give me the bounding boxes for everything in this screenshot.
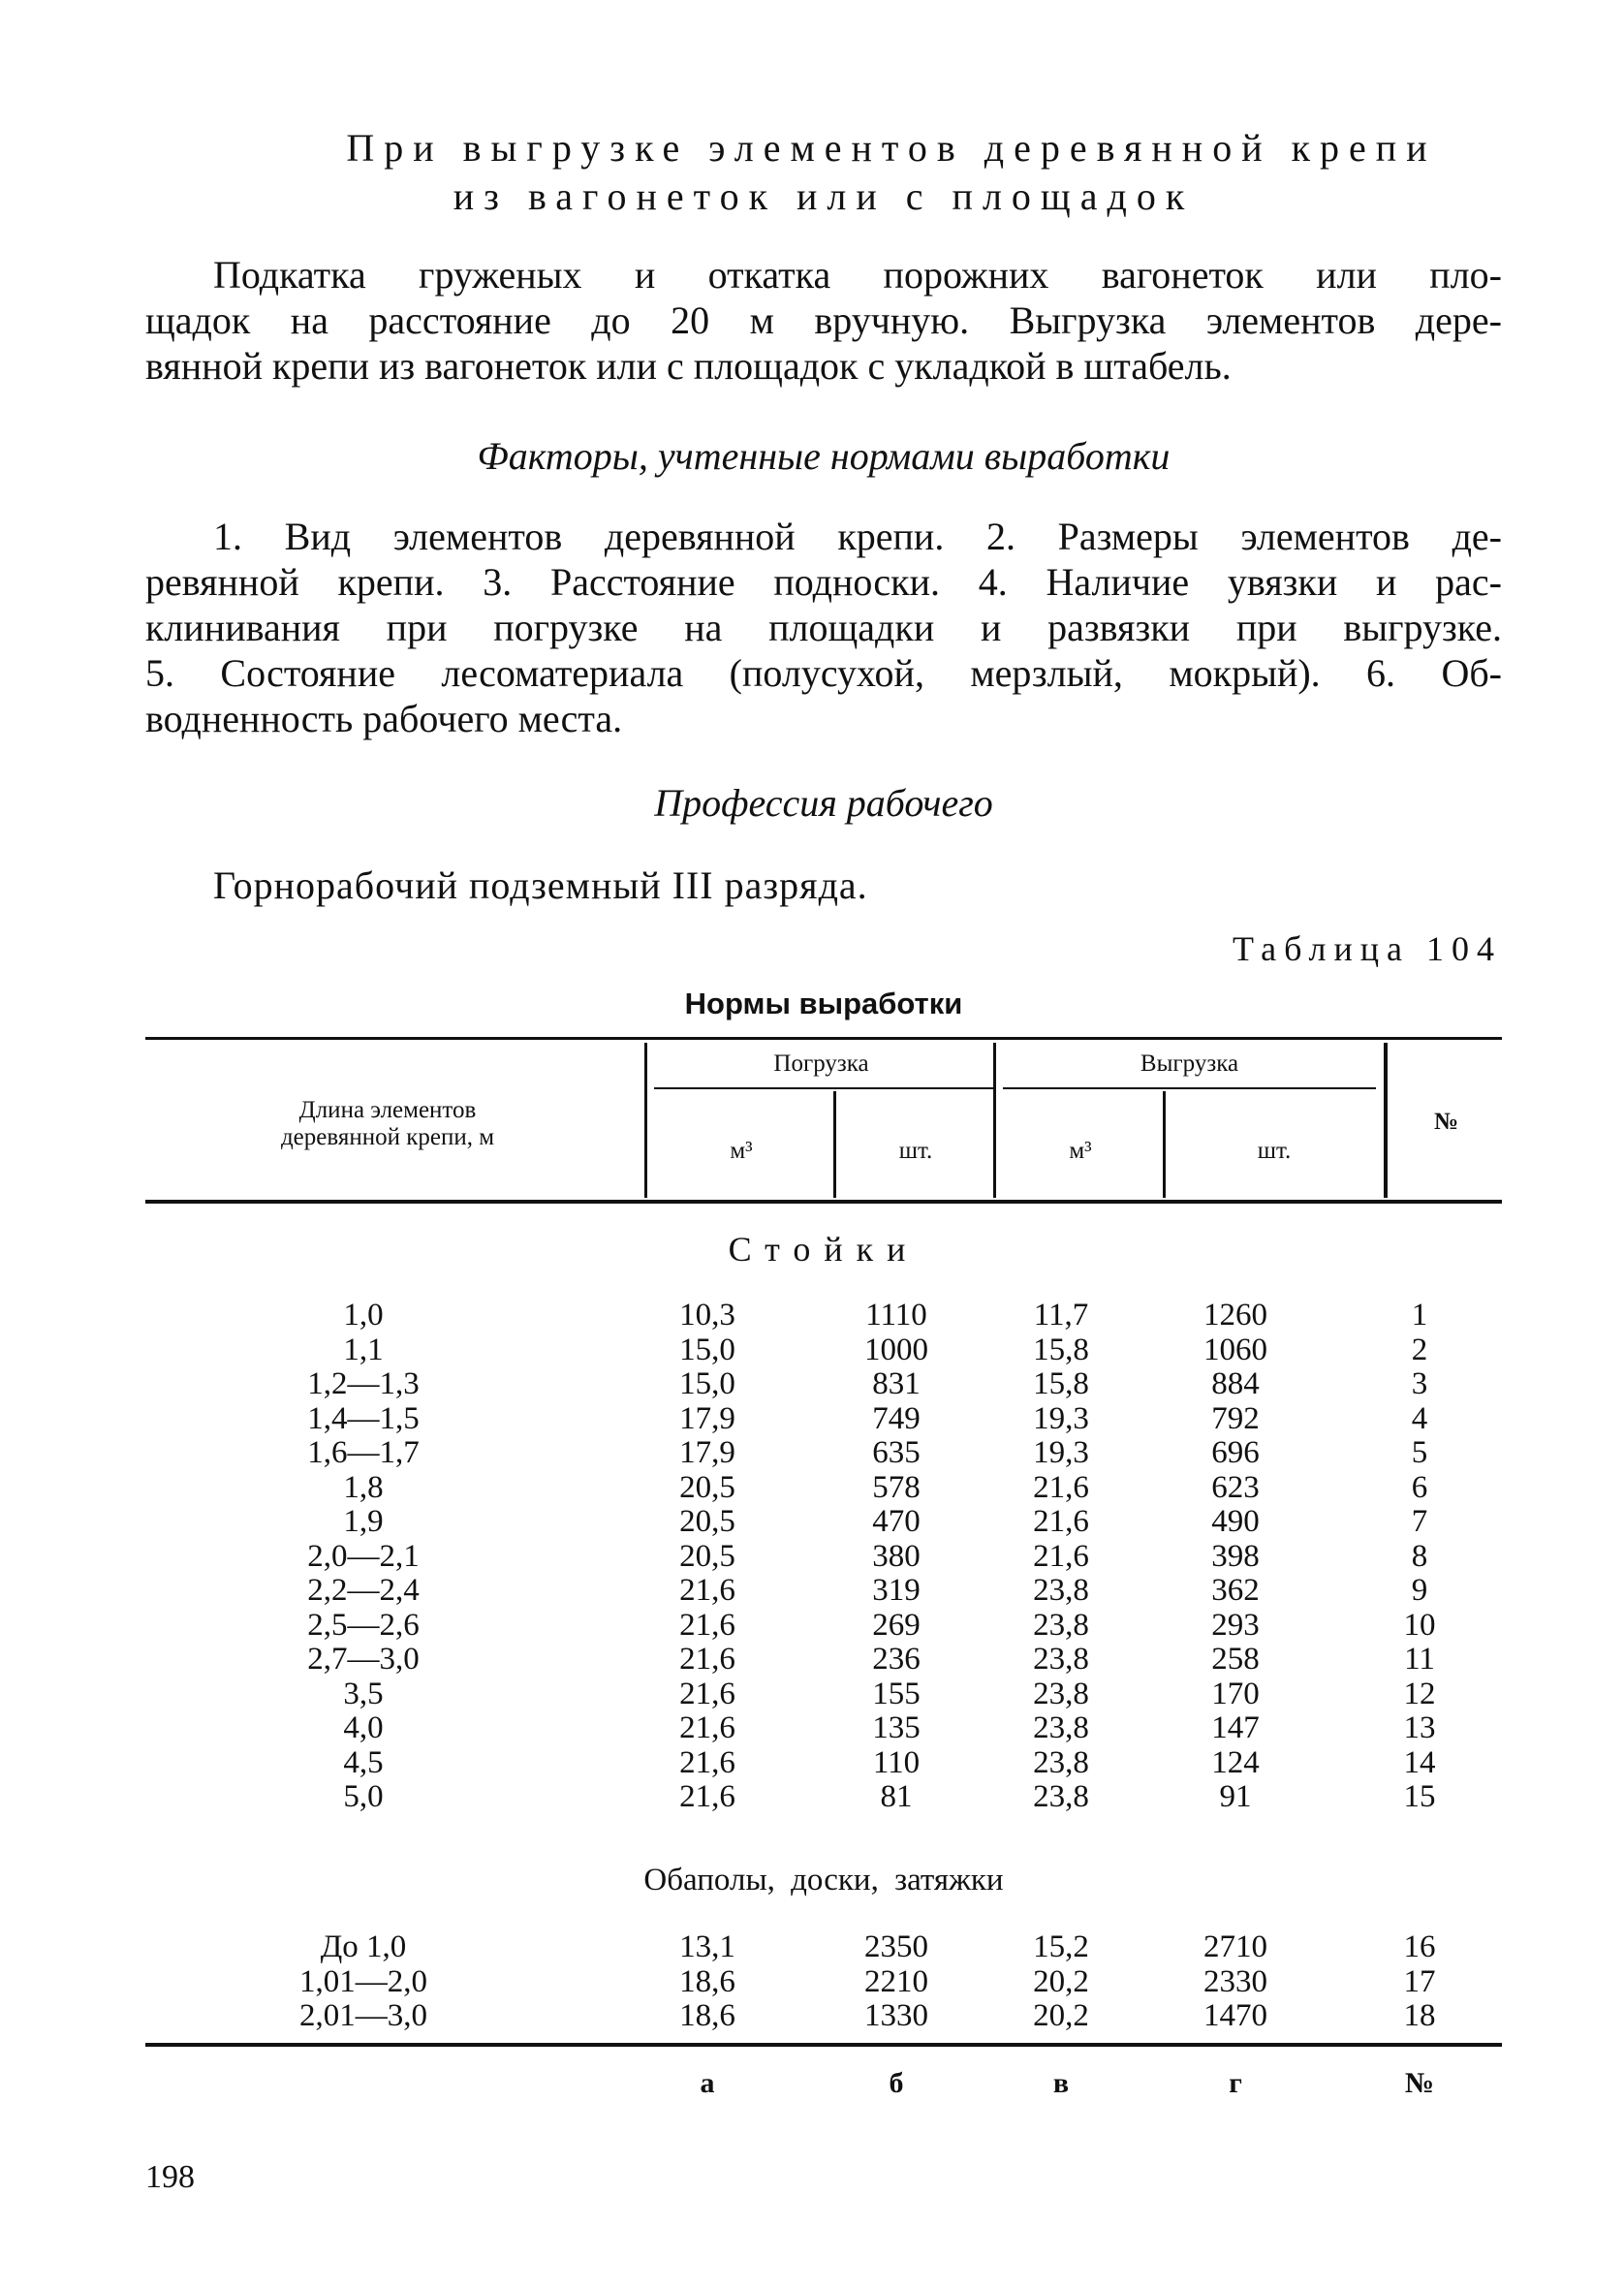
table-cell: 696 [1211, 1435, 1260, 1470]
table-cell: 362 [1211, 1573, 1260, 1608]
table-cell: 4,5 [343, 1744, 384, 1780]
footer-label: № [1404, 2067, 1435, 2099]
table-cell: 21,6 [1033, 1538, 1089, 1574]
table-cell: 19,3 [1033, 1400, 1089, 1436]
table-cell: 2,5—2,6 [307, 1607, 420, 1643]
header-sub-rule [1003, 1087, 1376, 1089]
table-cell: 1,4—1,5 [307, 1400, 420, 1436]
table-cell: 18,6 [679, 1963, 735, 1999]
page-number: 198 [145, 2159, 195, 2195]
table-cell: 1000 [864, 1332, 928, 1367]
section-title-line2: из вагонеток или с площадок [453, 174, 1195, 218]
factors-line: водненность рабочего места. [145, 697, 623, 740]
table-row [145, 1678, 1502, 1712]
table-cell: 1470 [1203, 1998, 1267, 2033]
footer-label: а [700, 2067, 715, 2099]
table-cell: 23,8 [1033, 1642, 1089, 1677]
header-divider [833, 1091, 836, 1198]
table-cell: 2,0—2,1 [307, 1538, 420, 1574]
header-divider [644, 1043, 647, 1198]
table-cell: 124 [1211, 1744, 1260, 1780]
table-cell: 831 [872, 1366, 921, 1401]
table-cell: 11,7 [1033, 1298, 1089, 1333]
header-top-rule [145, 1037, 1502, 1040]
header-unloading: Выгрузка [1140, 1050, 1239, 1077]
intro-paragraph [145, 252, 1502, 389]
table-cell: 19,3 [1033, 1435, 1089, 1470]
table-cell: 1,0 [343, 1298, 384, 1333]
table-row [145, 1505, 1502, 1540]
table-bottom-rule [145, 2043, 1502, 2047]
factors-line: 1. Вид элементов деревянной крепи. 2. Размеры элементов де- [213, 515, 1502, 558]
table-cell: 11 [1404, 1642, 1435, 1677]
table-cell: 16 [1403, 1929, 1436, 1964]
header-length-line: Длина элементов [298, 1097, 477, 1123]
table-cell: 21,6 [679, 1779, 735, 1814]
table-cell: 380 [872, 1538, 921, 1574]
table-cell: 1,01—2,0 [299, 1963, 427, 1999]
table-row [145, 1402, 1502, 1437]
table-row [145, 1436, 1502, 1471]
table-cell: 1 [1411, 1298, 1428, 1333]
table-cell: 21,6 [679, 1676, 735, 1711]
factors-heading: Факторы, учтенные нормами выработки [477, 434, 1171, 478]
section-title-line1: При выгрузке элементов деревянной крепи [346, 126, 1437, 170]
table-cell: 4 [1411, 1400, 1428, 1436]
table-row [145, 1746, 1502, 1781]
section-boards: Обаполы, доски, затяжки [643, 1863, 1004, 1897]
table-cell: 3 [1411, 1366, 1428, 1401]
table-cell: 2,2—2,4 [307, 1573, 420, 1608]
table-cell: 155 [872, 1676, 921, 1711]
table-cell: 8 [1411, 1538, 1428, 1574]
table-cell: 2330 [1203, 1963, 1267, 1999]
table-row [145, 1965, 1502, 2000]
table-number: Таблица 104 [1233, 929, 1502, 968]
table-cell: 2210 [864, 1963, 928, 1999]
factors-paragraph [145, 514, 1502, 741]
table-header [145, 1037, 1502, 1204]
table-cell: 470 [872, 1504, 921, 1539]
table-cell: 15 [1403, 1779, 1436, 1814]
table-cell: 20,5 [679, 1504, 735, 1539]
section-posts: Стойки [728, 1230, 920, 1269]
table-cell: 17 [1403, 1963, 1436, 1999]
table-row [145, 1299, 1502, 1333]
table-cell: 21,6 [1033, 1504, 1089, 1539]
table-cell: 21,6 [679, 1607, 735, 1643]
table-cell: 15,2 [1033, 1929, 1089, 1964]
table-cell: 1,1 [343, 1332, 384, 1367]
table-cell: 1,9 [343, 1504, 384, 1539]
table-cell: 17,9 [679, 1400, 735, 1436]
header-divider [993, 1043, 996, 1198]
factors-line: 5. Состояние лесоматериала (полусухой, мерзлый, мокрый). 6. Об- [145, 651, 1502, 695]
factors-line: ревянной крепи. 3. Расстояние подноски. 4. Наличие увязки и рас- [145, 560, 1502, 604]
table-cell: 236 [872, 1642, 921, 1677]
table-title: Нормы выработки [684, 987, 963, 1020]
table-cell: 17,9 [679, 1435, 735, 1470]
table-cell: 15,8 [1033, 1332, 1089, 1367]
table-row [145, 1574, 1502, 1609]
table-cell: 490 [1211, 1504, 1260, 1539]
intro-line: щадок на расстояние до 20 м вручную. Выгрузка элементов дере- [145, 298, 1502, 342]
table-cell: 749 [872, 1400, 921, 1436]
table-cell: 578 [872, 1469, 921, 1505]
header-sub-rule [654, 1087, 993, 1089]
profession-heading: Профессия рабочего [654, 781, 993, 825]
table-cell: 23,8 [1033, 1710, 1089, 1745]
table-cell: 110 [872, 1744, 921, 1780]
factors-line: клинивания при погрузке на площадки и развязки при выгрузке. [145, 606, 1502, 649]
intro-line: Подкатка груженых и откатка порожних вагонеток или пло- [213, 253, 1502, 297]
table-cell: 5 [1411, 1435, 1428, 1470]
table-cell: 15,0 [679, 1366, 735, 1401]
table-cell: 1260 [1203, 1298, 1267, 1333]
header-length-label [242, 1097, 533, 1151]
table-cell: 623 [1211, 1469, 1260, 1505]
table-cell: 7 [1411, 1504, 1428, 1539]
table-row [145, 1609, 1502, 1644]
table-cell: 2,01—3,0 [299, 1998, 427, 2033]
footer-label: г [1229, 2067, 1242, 2099]
header-m3: м³ [1069, 1138, 1092, 1164]
table-cell: 23,8 [1033, 1779, 1089, 1814]
table-cell: 20,5 [679, 1538, 735, 1574]
header-divider [1163, 1091, 1166, 1198]
table-row [145, 1471, 1502, 1506]
table-cell: 15,8 [1033, 1366, 1089, 1401]
table-cell: 293 [1211, 1607, 1260, 1643]
table-cell: 20,2 [1033, 1963, 1089, 1999]
table-cell: 21,6 [679, 1573, 735, 1608]
boards-rows [145, 1930, 1502, 2034]
table-cell: 6 [1411, 1469, 1428, 1505]
table-cell: 135 [872, 1710, 921, 1745]
table-cell: 1110 [865, 1298, 927, 1333]
table-cell: 1,6—1,7 [307, 1435, 420, 1470]
table-cell: 884 [1211, 1366, 1260, 1401]
header-m3: м³ [730, 1138, 753, 1164]
table-cell: 2710 [1203, 1929, 1267, 1964]
table-row [145, 1930, 1502, 1965]
footer-label: в [1052, 2067, 1070, 2099]
table-cell: 269 [872, 1607, 921, 1643]
table-cell: 635 [872, 1435, 921, 1470]
table-cell: 15,0 [679, 1332, 735, 1367]
table-cell: До 1,0 [320, 1929, 407, 1964]
table-cell: 5,0 [343, 1779, 384, 1814]
table-cell: 170 [1211, 1676, 1260, 1711]
table-cell: 21,6 [1033, 1469, 1089, 1505]
intro-line: вянной крепи из вагонеток или с площадок с укладкой в штабель. [145, 344, 1232, 388]
table-cell: 81 [880, 1779, 913, 1814]
table-cell: 1,2—1,3 [307, 1366, 420, 1401]
table-row [145, 1999, 1502, 2034]
table-cell: 2,7—3,0 [307, 1642, 420, 1677]
table-cell: 23,8 [1033, 1744, 1089, 1780]
header-bottom-rule [145, 1200, 1502, 1204]
table-row [145, 1367, 1502, 1402]
table-row [145, 1643, 1502, 1678]
header-pcs: шт. [1257, 1138, 1292, 1164]
table-cell: 13 [1403, 1710, 1436, 1745]
header-divider [1384, 1043, 1388, 1198]
table-cell: 18,6 [679, 1998, 735, 2033]
table-cell: 12 [1403, 1676, 1436, 1711]
table-row [145, 1540, 1502, 1575]
table-cell: 10 [1403, 1607, 1436, 1643]
table-cell: 18 [1403, 1998, 1436, 2033]
table-cell: 258 [1211, 1642, 1260, 1677]
table-cell: 4,0 [343, 1710, 384, 1745]
header-num: № [1433, 1109, 1459, 1135]
table-cell: 2350 [864, 1929, 928, 1964]
table-cell: 20,5 [679, 1469, 735, 1505]
table-cell: 147 [1211, 1710, 1260, 1745]
table-row [145, 1711, 1502, 1746]
header-loading: Погрузка [773, 1050, 869, 1077]
table-cell: 23,8 [1033, 1676, 1089, 1711]
table-cell: 398 [1211, 1538, 1260, 1574]
table-cell: 10,3 [679, 1298, 735, 1333]
table-cell: 20,2 [1033, 1998, 1089, 2033]
table-cell: 21,6 [679, 1710, 735, 1745]
table-cell: 14 [1403, 1744, 1436, 1780]
table-row [145, 1333, 1502, 1368]
table-cell: 23,8 [1033, 1573, 1089, 1608]
table-cell: 13,1 [679, 1929, 735, 1964]
table-cell: 21,6 [679, 1744, 735, 1780]
table-cell: 319 [872, 1573, 921, 1608]
table-cell: 792 [1211, 1400, 1260, 1436]
table-cell: 21,6 [679, 1642, 735, 1677]
table-cell: 1330 [864, 1998, 928, 2033]
table-cell: 2 [1411, 1332, 1428, 1367]
posts-rows [145, 1299, 1502, 1815]
profession-text: Горнорабочий подземный III разряда. [213, 863, 868, 907]
table-cell: 91 [1219, 1779, 1252, 1814]
header-pcs: шт. [898, 1138, 933, 1164]
table-row [145, 1780, 1502, 1815]
table-cell: 1,8 [343, 1469, 384, 1505]
header-length-line: деревянной крепи, м [280, 1124, 495, 1150]
table-cell: 3,5 [343, 1676, 384, 1711]
table-cell: 9 [1411, 1573, 1428, 1608]
footer-label: б [889, 2067, 904, 2099]
table-cell: 1060 [1203, 1332, 1267, 1367]
table-cell: 23,8 [1033, 1607, 1089, 1643]
